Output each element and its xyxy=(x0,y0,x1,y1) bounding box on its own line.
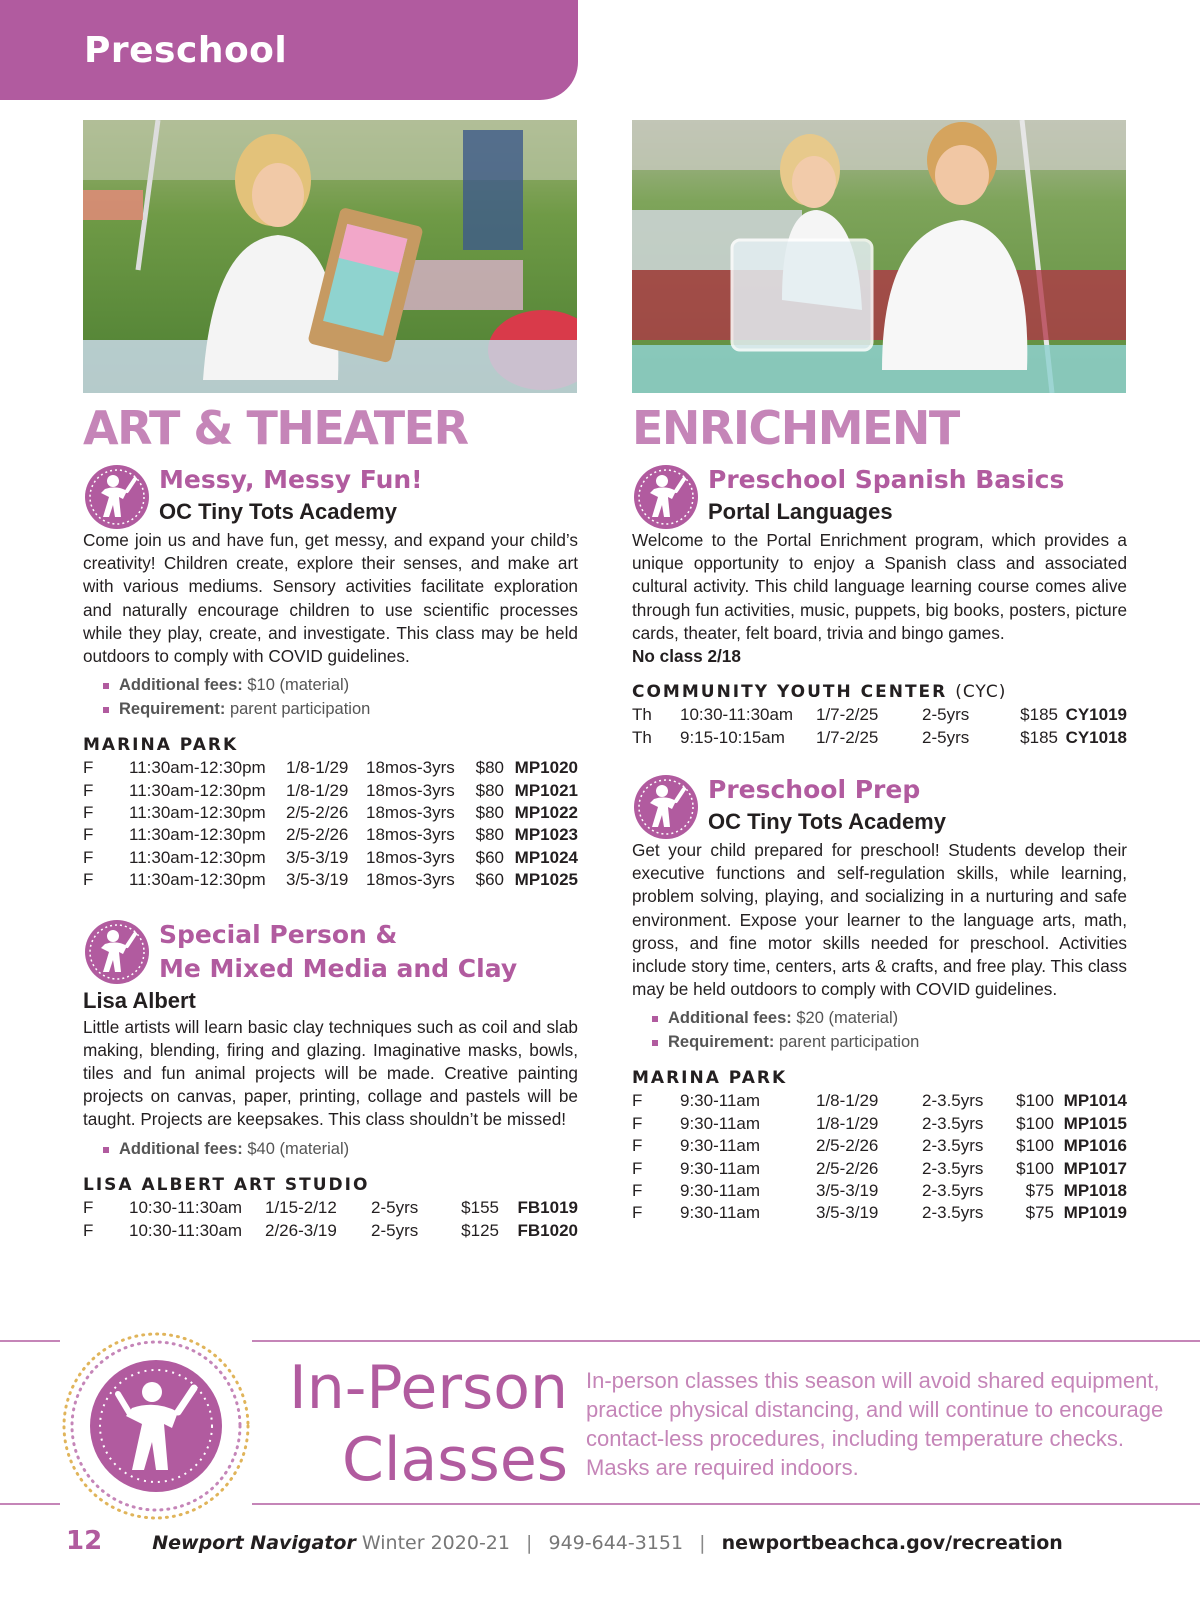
schedule-table xyxy=(83,1197,578,1242)
schedule-table xyxy=(632,1090,1127,1224)
class-title: Preschool Spanish Basics xyxy=(708,465,1065,494)
preschool-child-icon xyxy=(83,918,151,986)
footer-separator: | xyxy=(526,1532,533,1554)
table-row: Th 9:15-10:15am 1/7-2/25 2-5yrs $185 CY1018 xyxy=(632,727,1127,747)
class-preschool-spanish-basics xyxy=(632,463,1127,749)
left-column xyxy=(83,401,578,1242)
in-person-description: In-person classes this season will avoid shared equipment, practice physical distancing, and will continue to encourage contact-less procedures, including temperature checks. Masks are required indoors. xyxy=(586,1368,1164,1480)
website-link[interactable]: newportbeachca.gov/recreation xyxy=(721,1532,1063,1554)
class-description: Come join us and have fun, get messy, and expand your child’s creativity! Children create, explore their senses, and make art with various mediums. Sensory activities facilitate exploration and naturally encourage children to use scientific processes while they play, create, and investigate. This class may be held outdoors to comply with COVID guidelines. xyxy=(83,530,578,667)
table-row: F 10:30-11:30am 1/15-2/12 2-5yrs $155 FB1019 xyxy=(83,1198,578,1218)
in-person-title: In-Person Classes xyxy=(289,1353,568,1495)
table-row: F 11:30am-12:30pm 2/5-2/26 18mos-3yrs $80 MP1023 xyxy=(83,825,578,845)
class-vendor: Lisa Albert xyxy=(83,987,196,1013)
location-heading: COMMUNITY YOUTH CENTER (CYC) xyxy=(632,682,1007,703)
table-row: F 9:30-11am 1/8-1/29 2-3.5yrs $100 MP1014 xyxy=(632,1091,1127,1111)
table-row: F 9:30-11am 3/5-3/19 2-3.5yrs $75 MP1019 xyxy=(632,1203,1127,1223)
class-vendor: Portal Languages xyxy=(708,499,893,524)
fees-list xyxy=(103,1138,578,1162)
table-row: F 11:30am-12:30pm 1/8-1/29 18mos-3yrs $80 MP1020 xyxy=(83,758,578,778)
table-row: F 11:30am-12:30pm 2/5-2/26 18mos-3yrs $80 MP1022 xyxy=(83,803,578,823)
table-row: Th 10:30-11:30am 1/7-2/25 2-5yrs $185 CY1019 xyxy=(632,705,1127,725)
section-header-title: Preschool xyxy=(84,30,288,71)
location-heading: LISA ALBERT ART STUDIO xyxy=(83,1175,370,1196)
section-header-tab xyxy=(0,0,578,100)
preschool-child-icon xyxy=(83,463,151,531)
fee-item: Additional fees: $20 (material) xyxy=(652,1007,1127,1031)
class-note: No class 2/18 xyxy=(632,646,741,667)
fee-item: Requirement: parent participation xyxy=(103,698,578,722)
schedule-table xyxy=(632,704,1127,749)
class-vendor: OC Tiny Tots Academy xyxy=(708,809,946,835)
phone-number: 949-644-3151 xyxy=(548,1532,684,1554)
photo-kids-with-bins xyxy=(632,120,1126,393)
fees-list xyxy=(103,674,578,721)
class-description: Little artists will learn basic clay techniques such as coil and slab making, blending, firing and glazing. Imaginative masks, bowls, tiles and fun animal projects will be made. Creative painting projects on canvas, paper, printing, collage and pastels will be taught. Projects are keepsakes. This class shouldn’t be missed! xyxy=(83,1016,578,1130)
class-description: Welcome to the Portal Enrichment program, which provides a unique opportunity to enjoy a Spanish class and associated cultural activity. This child language learning course comes alive through fun activities, music, puppets, big books, posters, picture cards, theater, felt board, trivia and bingo games. xyxy=(632,530,1127,643)
publication-name: Newport Navigator xyxy=(152,1532,356,1554)
preschool-child-icon xyxy=(632,463,700,531)
fees-list xyxy=(652,1007,1127,1054)
page-number: 12 xyxy=(66,1526,103,1556)
class-title: Preschool Prep xyxy=(708,775,921,805)
preschool-child-icon xyxy=(632,773,700,841)
fee-item: Additional fees: $40 (material) xyxy=(103,1138,578,1162)
table-row: F 11:30am-12:30pm 3/5-3/19 18mos-3yrs $60 MP1024 xyxy=(83,847,578,867)
class-special-person-me xyxy=(83,918,578,1242)
table-row: F 9:30-11am 2/5-2/26 2-3.5yrs $100 MP1016 xyxy=(632,1136,1127,1156)
publication-season: Winter 2020-21 xyxy=(361,1532,510,1554)
table-row: F 10:30-11:30am 2/26-3/19 2-5yrs $125 FB1020 xyxy=(83,1220,578,1240)
page-footer xyxy=(66,1526,1063,1556)
schedule-table xyxy=(83,757,578,891)
class-title-line1: Special Person & xyxy=(159,919,398,949)
class-preschool-prep xyxy=(632,773,1127,1225)
table-row: F 9:30-11am 3/5-3/19 2-3.5yrs $75 MP1018 xyxy=(632,1181,1127,1201)
table-row: F 11:30am-12:30pm 3/5-3/19 18mos-3yrs $60 MP1025 xyxy=(83,870,578,890)
table-row: F 9:30-11am 1/8-1/29 2-3.5yrs $100 MP1015 xyxy=(632,1113,1127,1133)
section-title-enrichment: ENRICHMENT xyxy=(632,401,959,455)
photo-girl-with-art xyxy=(83,120,577,393)
in-person-badge-icon xyxy=(60,1330,252,1522)
footer-separator: | xyxy=(699,1532,706,1554)
class-messy-messy-fun xyxy=(83,463,578,892)
class-title: Messy, Messy Fun! xyxy=(159,465,423,494)
table-row: F 11:30am-12:30pm 1/8-1/29 18mos-3yrs $80 MP1021 xyxy=(83,780,578,800)
section-title-art-theater: ART & THEATER xyxy=(83,401,468,455)
table-row: F 9:30-11am 2/5-2/26 2-3.5yrs $100 MP1017 xyxy=(632,1158,1127,1178)
class-description: Get your child prepared for preschool! Students develop their executive functions and self-regulation skills, while learning, problem solving, playing, and socializing in a nurturing and safe environment. Expose your learner to the language arts, math, gross, and fine motor skills needed for preschool. Activities include story time, centers, arts & crafts, and free play. This class may be held outdoors to comply with COVID guidelines. xyxy=(632,840,1127,1000)
right-column xyxy=(632,401,1127,1225)
class-title-line2: Me Mixed Media and Clay xyxy=(159,953,518,983)
location-heading: MARINA PARK xyxy=(632,1068,788,1089)
location-heading: MARINA PARK xyxy=(83,735,239,756)
fee-item: Requirement: parent participation xyxy=(652,1031,1127,1055)
class-vendor: OC Tiny Tots Academy xyxy=(159,499,397,524)
fee-item: Additional fees: $10 (material) xyxy=(103,674,578,698)
